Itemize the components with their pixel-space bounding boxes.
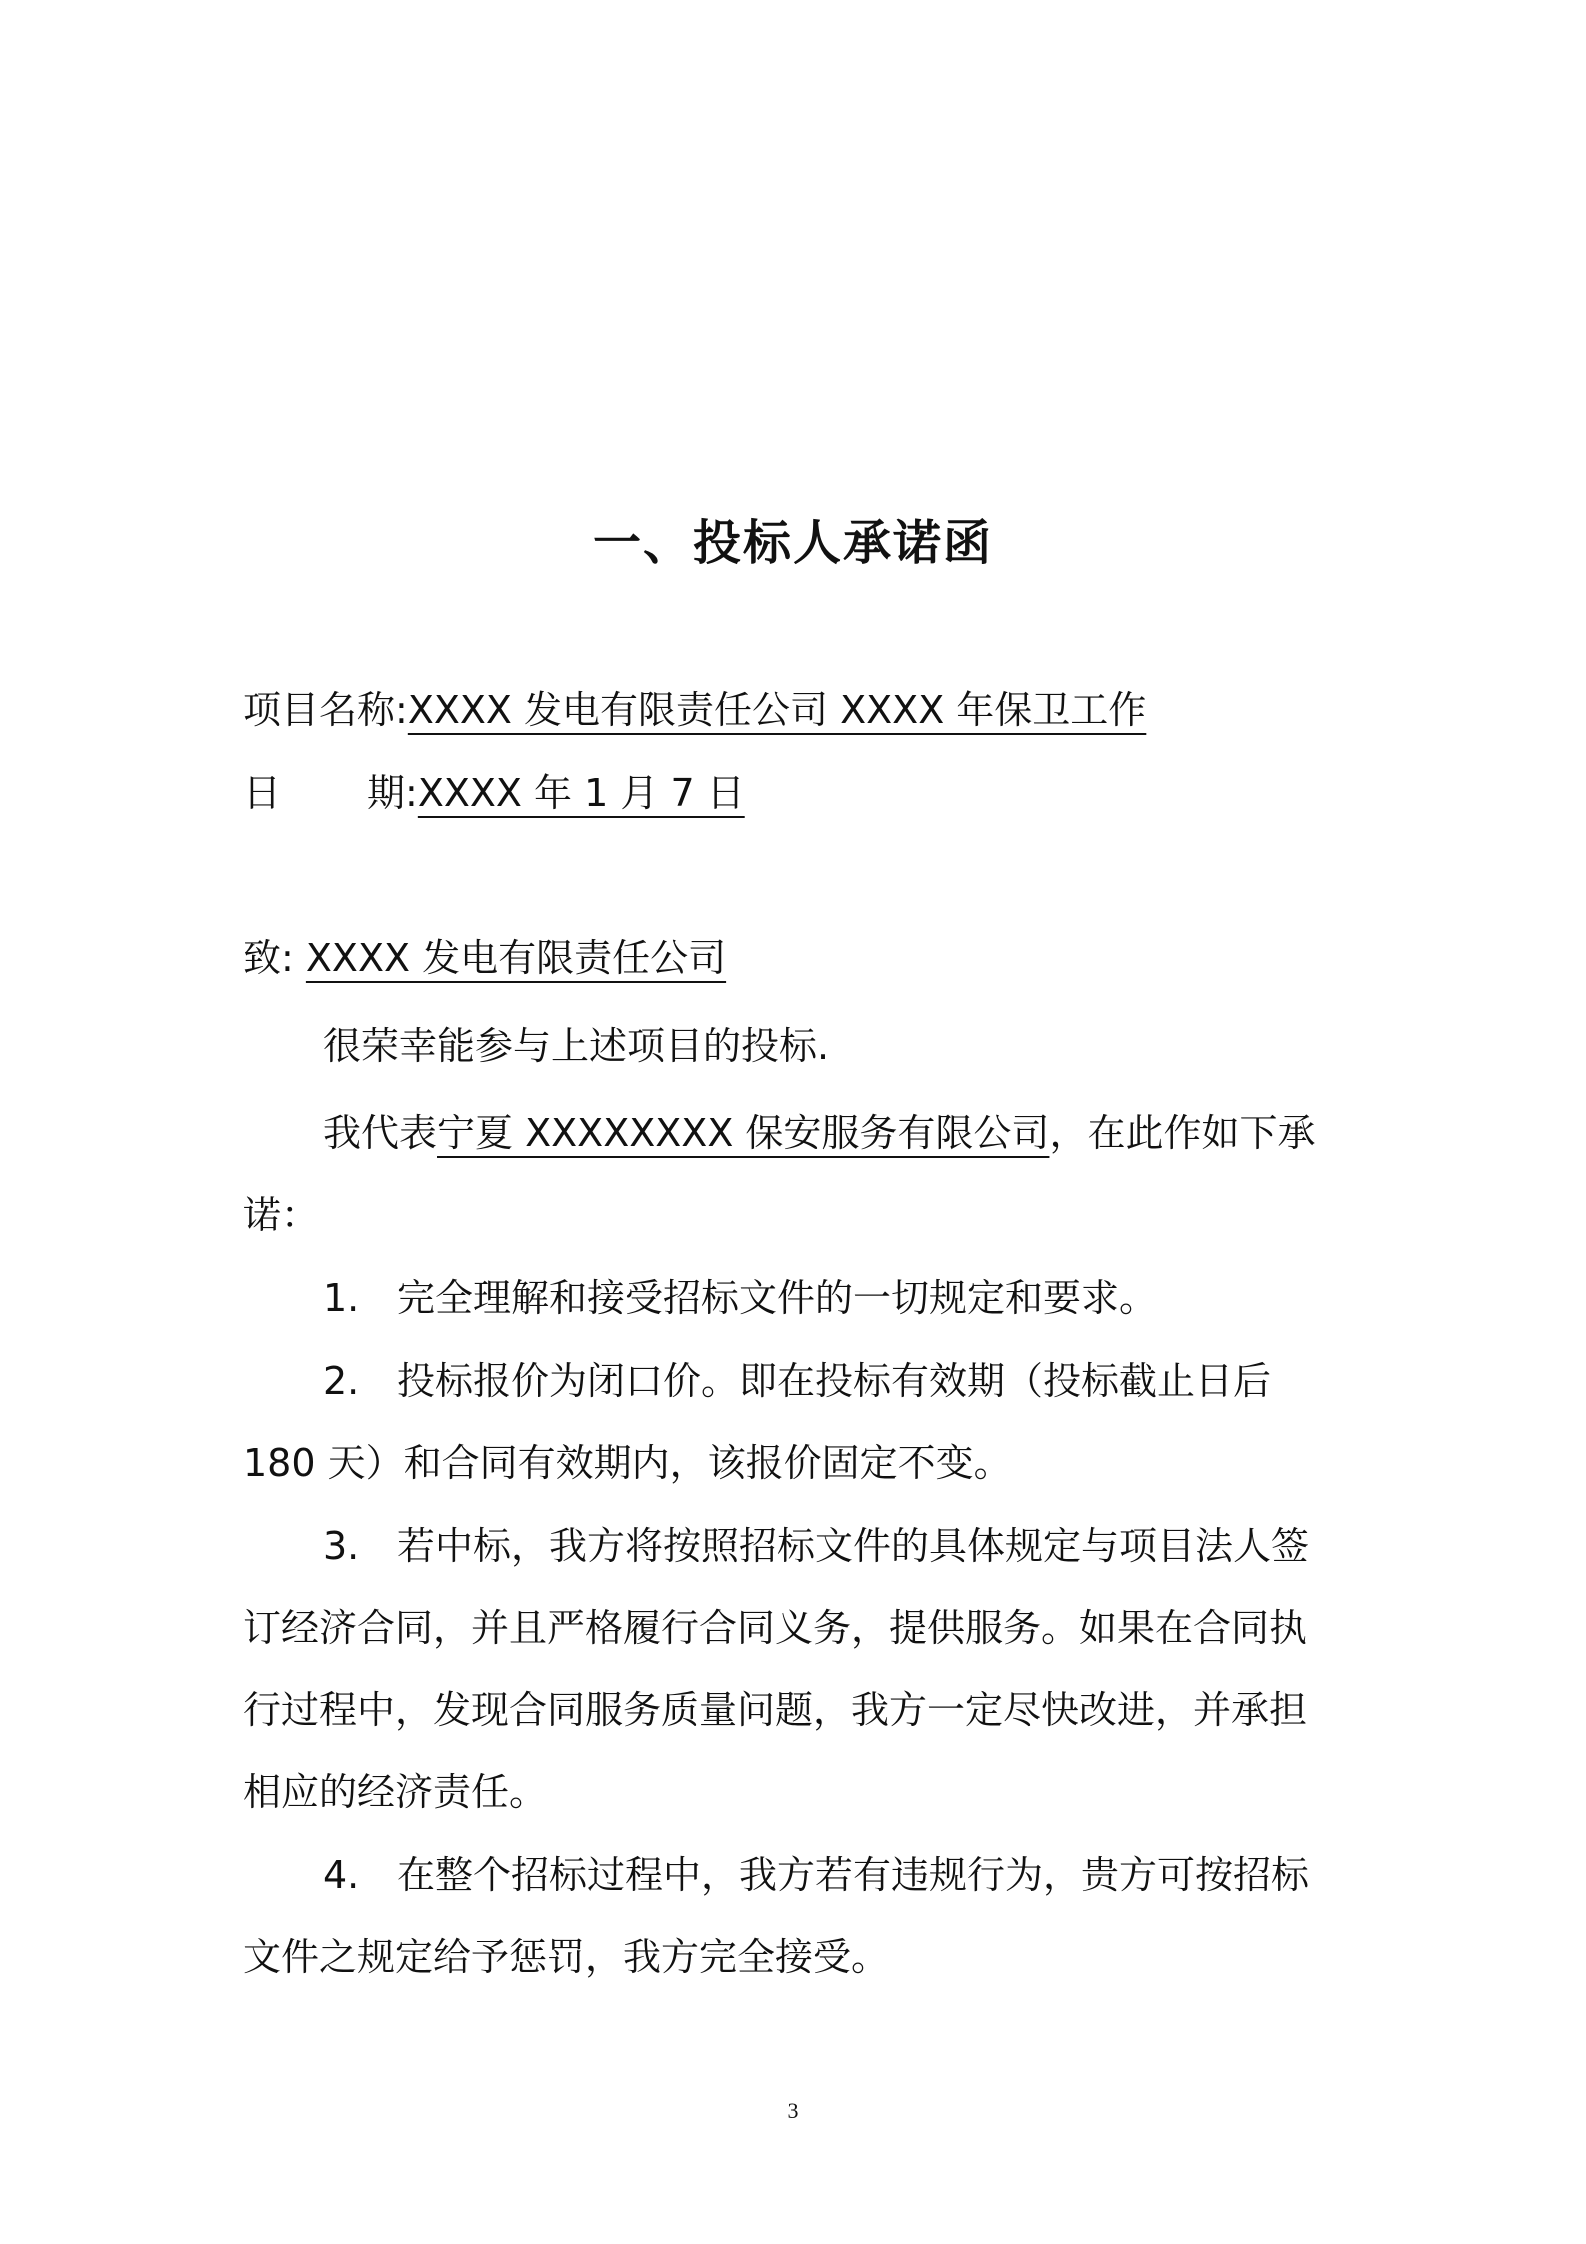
item-text-line: 投标报价为闭口价。即在投标有效期（投标截止日后 — [397, 1359, 1272, 1403]
page-number: 3 — [787, 2098, 799, 2123]
item-text-continuation: 相应的经济责任。 — [243, 1770, 548, 1814]
page-title: 一、投标人承诺函 — [592, 515, 993, 571]
item-text-line: 若中标，我方将按照招标文件的具体规定与项目法人签 — [397, 1524, 1310, 1568]
commitment-item-1 — [323, 1268, 1157, 1328]
represent-company: 宁夏 XXXXXXXX 保安服务有限公司 — [437, 1111, 1050, 1155]
commitment-item-4 — [323, 1845, 1309, 1905]
item-number: 2. — [323, 1359, 360, 1403]
item-number: 4. — [323, 1853, 360, 1897]
intro-paragraph: 很荣幸能参与上述项目的投标. — [323, 1024, 830, 1068]
recipient-label: 致: — [243, 936, 306, 980]
item-text-continuation: 文件之规定给予惩罚，我方完全接受。 — [243, 1935, 890, 1979]
represent-paragraph — [323, 1103, 1315, 1163]
date-label-first: 日 — [243, 771, 282, 815]
represent-prefix: 我代表 — [323, 1111, 438, 1155]
item-number: 1. — [323, 1276, 360, 1320]
item-text-continuation: 订经济合同，并且严格履行合同义务，提供服务。如果在合同执 — [243, 1606, 1308, 1650]
project-name-row — [243, 680, 1146, 740]
item-text-line: 完全理解和接受招标文件的一切规定和要求。 — [397, 1276, 1158, 1320]
commitment-item-2 — [323, 1351, 1271, 1411]
recipient-row — [243, 928, 726, 988]
date-row — [243, 763, 745, 823]
project-name-value: XXXX 发电有限责任公司 XXXX 年保卫工作 — [407, 688, 1147, 732]
represent-suffix: ，在此作如下承 — [1049, 1111, 1316, 1155]
item-number: 3. — [323, 1524, 360, 1568]
commitment-item-3 — [323, 1516, 1309, 1576]
project-name-label: 项目名称: — [243, 688, 408, 732]
represent-paragraph-continued: 诺： — [243, 1193, 320, 1237]
date-value: XXXX 年 1 月 7 日 — [417, 771, 745, 815]
date-label-second: 期: — [367, 771, 418, 815]
item-text-continuation: 180 天）和合同有效期内，该报价固定不变。 — [243, 1441, 1012, 1485]
recipient-value: XXXX 发电有限责任公司 — [305, 936, 727, 980]
item-text-continuation: 行过程中，发现合同服务质量问题，我方一定尽快改进，并承担 — [243, 1688, 1308, 1732]
item-text-line: 在整个招标过程中，我方若有违规行为，贵方可按招标 — [397, 1853, 1310, 1897]
